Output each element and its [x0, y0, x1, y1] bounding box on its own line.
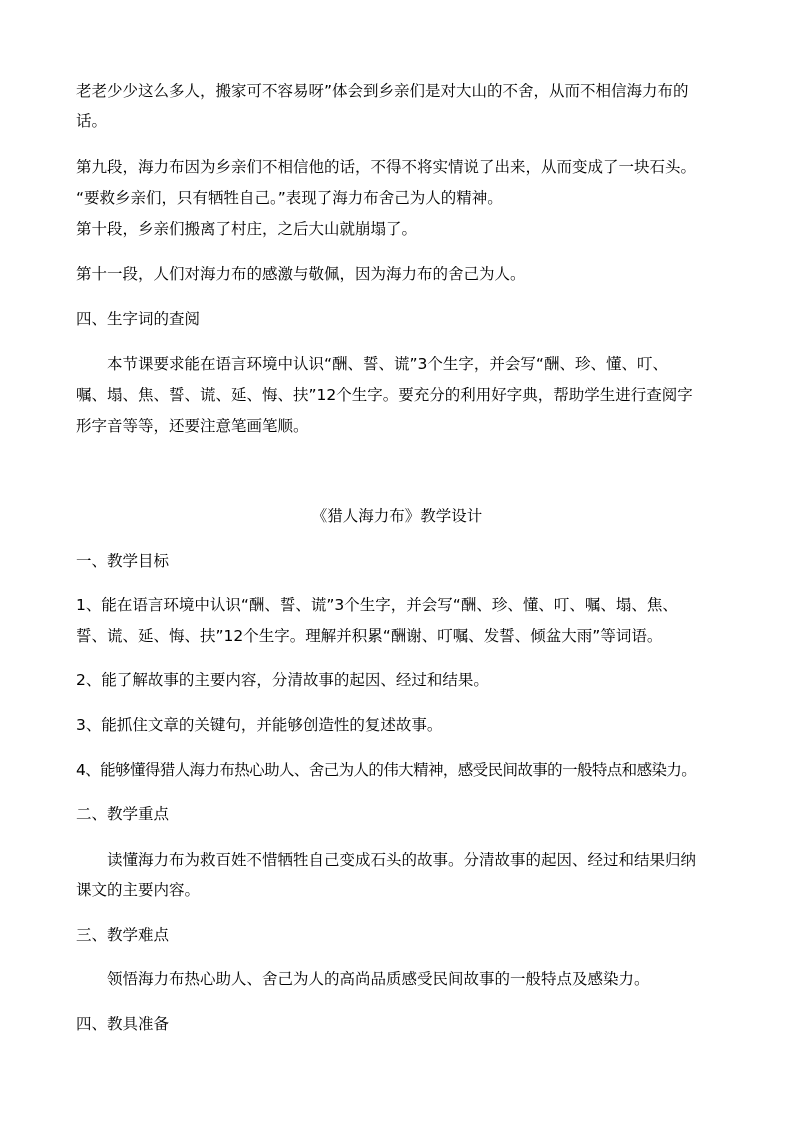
paragraph-line: 1、能在语言环境中认识“酬、誓、谎”3个生字，并会写“酬、珍、懂、叮、嘱、塌、焦、: [76, 596, 678, 614]
section-heading: 四、生字词的查阅: [76, 310, 201, 328]
paragraph-line: 誓、谎、延、悔、扶”12个生字。理解并积累“酬谢、叮嘱、发誓、倾盆大雨”等词语。: [76, 627, 663, 645]
section-heading: 三、教学难点: [76, 926, 170, 944]
paragraph-line: 第十段，乡亲们搬离了村庄，之后大山就崩塌了。: [76, 220, 418, 238]
paragraph-line: 2、能了解故事的主要内容，分清故事的起因、经过和结果。: [76, 671, 489, 689]
paragraph-line: 形字音等等，还要注意笔画笔顺。: [76, 417, 309, 435]
section-heading: 一、教学目标: [76, 552, 170, 570]
paragraph-line: 话。: [76, 112, 108, 130]
paragraph-line: 第九段，海力布因为乡亲们不相信他的话，不得不将实情说了出来，从而变成了一块石头。: [76, 158, 697, 176]
paragraph-line: 老老少少这么多人，搬家可不容易呀”体会到乡亲们是对大山的不舍，从而不相信海力布的: [76, 82, 689, 100]
paragraph-line: 本节课要求能在语言环境中认识“酬、誓、谎”3个生字，并会写“酬、珍、懂、叮、: [107, 355, 668, 373]
section-heading: 二、教学重点: [76, 805, 170, 823]
paragraph-line: 第十一段，人们对海力布的感激与敬佩，因为海力布的舍己为人。: [76, 265, 526, 283]
paragraph-line: 嘱、塌、焦、誓、谎、延、悔、扶”12个生字。要充分的利用好字典，帮助学生进行查阅字: [76, 386, 693, 404]
paragraph-line: 3、能抓住文章的关键句，并能够创造性的复述故事。: [76, 716, 443, 734]
paragraph-line: “要救乡亲们，只有牺牲自己。”表现了海力布舍己为人的精神。: [76, 189, 503, 207]
paragraph-line: 课文的主要内容。: [76, 881, 201, 899]
document-title: 《猎人海力布》教学设计: [311, 507, 483, 525]
paragraph-line: 领悟海力布热心助人、舍己为人的高尚品质感受民间故事的一般特点及感染力。: [107, 970, 650, 988]
paragraph-line: 4、能够懂得猎人海力布热心助人、舍己为人的伟大精神，感受民间故事的一般特点和感染力。: [76, 761, 697, 779]
paragraph-line: 读懂海力布为救百姓不惜牺牲自己变成石头的故事。分清故事的起因、经过和结果归纳: [107, 851, 697, 869]
section-heading: 四、教具准备: [76, 1015, 170, 1033]
